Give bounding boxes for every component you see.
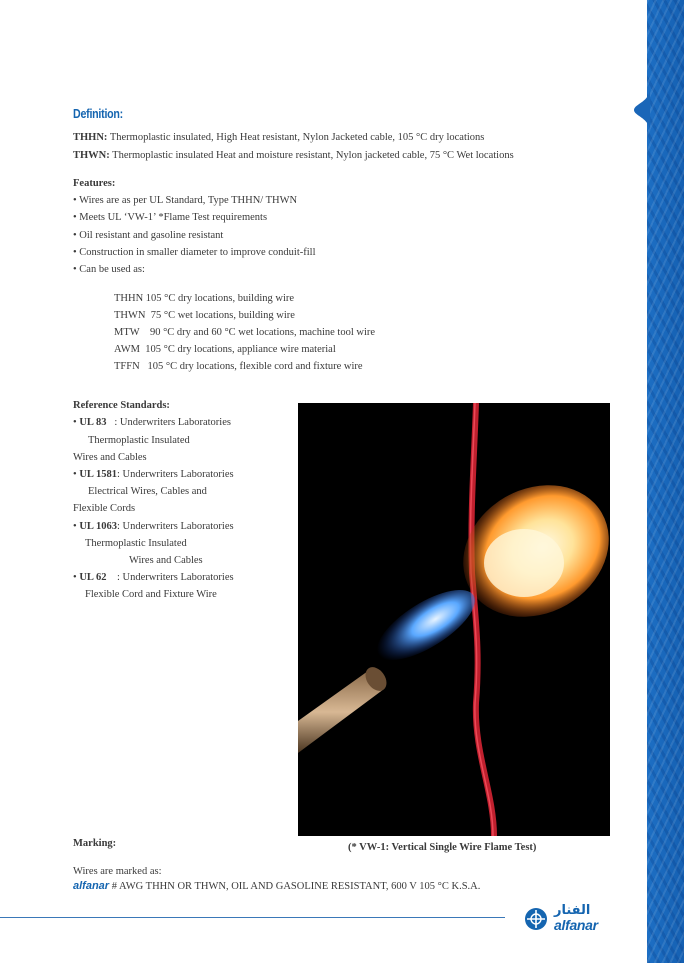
ul1063-line3: Wires and Cables <box>129 555 203 566</box>
logo-arabic: الفنار <box>554 903 591 918</box>
marking-heading: Marking: <box>73 838 117 849</box>
ul1063-line2: Thermoplastic Insulated <box>85 538 187 549</box>
footer-logo <box>524 905 614 935</box>
definition-thwn <box>73 149 514 162</box>
tab-notch-shape <box>630 88 650 132</box>
marking-intro: Wires are marked as: <box>73 866 162 877</box>
bullet: • <box>73 417 80 428</box>
ul83-line2: Thermoplastic Insulated <box>88 435 190 446</box>
thhn-text: Thermoplastic insulated, High Heat resistant, Nylon Jacketed cable, 105 °C dry locations <box>107 132 485 143</box>
ul1063-desc: : Underwriters Laboratories <box>116 521 234 532</box>
ul83-line3: Wires and Cables <box>73 452 147 463</box>
feature-item: • Wires are as per UL Standard, Type THHN/ THWN <box>73 195 298 206</box>
ref-ul1063 <box>73 520 234 533</box>
features-heading: Features: <box>73 178 116 189</box>
flame-test-photo <box>298 403 610 836</box>
ul1581-code: UL 1581 <box>79 469 117 480</box>
ul1063-code: UL 1063 <box>79 521 117 532</box>
ul62-desc: : Underwriters Laboratories <box>106 572 234 583</box>
ul1581-desc: : Underwriters Laboratories <box>116 469 234 480</box>
definition-heading: Definition: <box>73 106 123 121</box>
photo-caption: (* VW-1: Vertical Single Wire Flame Test) <box>348 842 537 853</box>
ul83-code: UL 83 <box>79 417 107 428</box>
ul62-line2: Flexible Cord and Fixture Wire <box>85 589 217 600</box>
ul83-desc: : Underwriters Laboratories <box>106 417 231 428</box>
ref-ul1581 <box>73 468 234 481</box>
use-item: THHN 105 °C dry locations, building wire <box>114 293 295 304</box>
feature-item: • Meets UL ‘VW-1’ *Flame Test requirements <box>73 212 268 223</box>
logo-latin: alfanar <box>554 917 598 933</box>
ul1581-line2: Electrical Wires, Cables and <box>88 486 207 497</box>
marking-text: # AWG THHN OR THWN, OIL AND GASOLINE RESISTANT, 600 V 105 °C K.S.A. <box>109 881 481 892</box>
feature-item: • Oil resistant and gasoline resistant <box>73 230 224 241</box>
decorative-sidebar <box>647 0 684 963</box>
use-item: AWM 105 °C dry locations, appliance wire material <box>114 344 336 355</box>
use-item: THWN 75 °C wet locations, building wire <box>114 310 295 321</box>
use-item: TFFN 105 °C dry locations, flexible cord and fixture wire <box>114 361 363 372</box>
thhn-term: THHN: <box>73 132 108 143</box>
alfanar-emblem-icon <box>524 907 548 931</box>
use-item: MTW 90 °C dry and 60 °C wet locations, machine tool wire <box>114 327 376 338</box>
thwn-term: THWN: <box>73 150 110 161</box>
reference-heading: Reference Standards: <box>73 400 170 411</box>
feature-item: • Can be used as: <box>73 264 145 275</box>
ref-ul83 <box>73 416 231 429</box>
bullet: • <box>73 469 80 480</box>
definition-thhn <box>73 131 484 144</box>
feature-item: • Construction in smaller diameter to improve conduit-fill <box>73 247 316 258</box>
marking-example <box>73 880 480 893</box>
bullet: • <box>73 521 80 532</box>
thwn-text: Thermoplastic insulated Heat and moisture resistant, Nylon jacketed cable, 75 °C Wet locations <box>109 150 514 161</box>
ul62-code: UL 62 <box>79 572 107 583</box>
ref-ul62 <box>73 571 234 584</box>
footer-divider <box>0 917 505 918</box>
bullet: • <box>73 572 80 583</box>
ul1581-line3: Flexible Cords <box>73 503 136 514</box>
marking-brand: alfanar <box>73 880 110 892</box>
